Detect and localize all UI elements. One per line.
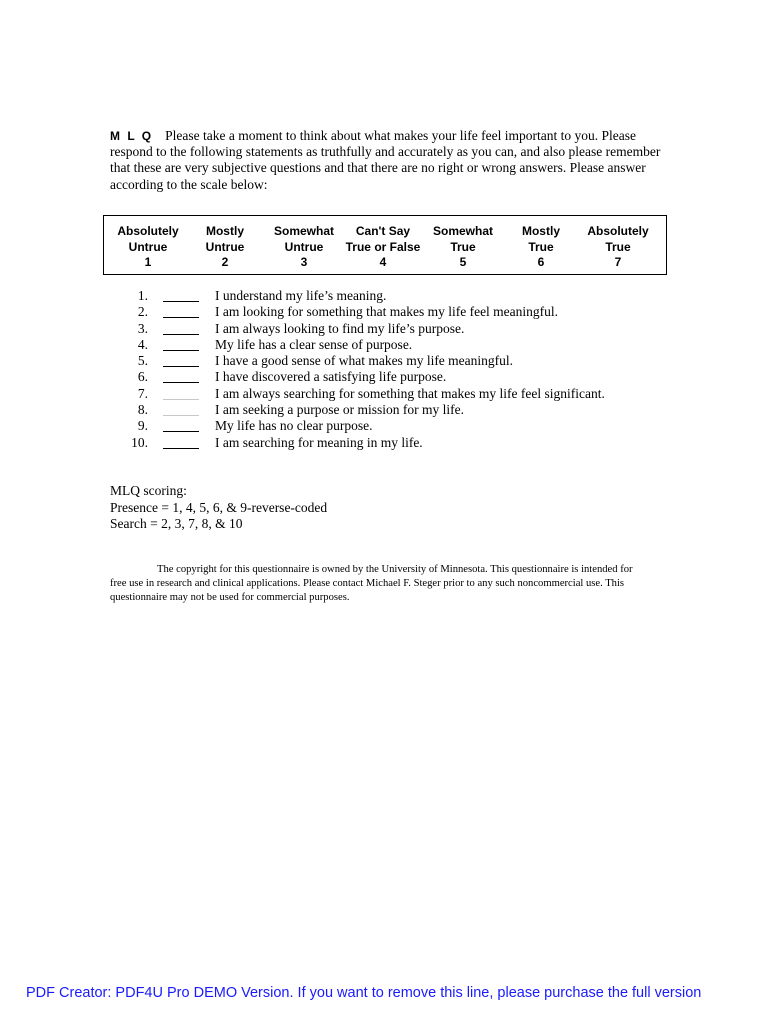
item-text: My life has a clear sense of purpose. [215, 336, 413, 352]
scale-option-7 [573, 224, 663, 271]
answer-blank[interactable] [163, 353, 199, 367]
response-scale [103, 215, 667, 275]
scale-label-line1: Absolutely [117, 224, 179, 238]
item-number: 8. [137, 402, 148, 418]
item-number: 10. [131, 434, 148, 450]
copyright-notice: The copyright for this questionnaire is owned by the University of Minnesota. This questionnaire is intended for free use in research and clinical applications. Please contact Michael F. Steger prior to any such noncommercial use. This questionnaire may not be used for commercial purposes. [110, 564, 633, 604]
intro-paragraph [110, 128, 670, 193]
item-text: I understand my life’s meaning. [215, 288, 387, 303]
list-item [110, 418, 690, 434]
item-text: I have discovered a satisfying life purpose. [215, 369, 447, 385]
answer-blank[interactable] [163, 304, 199, 318]
mlq-tag: M L Q [110, 129, 154, 143]
scoring-presence: Presence = 1, 4, 5, 6, & 9-reverse-coded [110, 499, 328, 515]
pdf-creator-footer: PDF Creator: PDF4U Pro DEMO Version. If you want to remove this line, please purchase the full version [26, 985, 702, 1001]
item-text: I am always searching for something that makes my life feel significant. [215, 385, 605, 401]
scale-value: 7 [614, 255, 622, 269]
item-number: 7. [137, 385, 148, 401]
scoring-search: Search = 2, 3, 7, 8, & 10 [110, 516, 243, 531]
list-item [110, 435, 690, 451]
answer-blank[interactable] [163, 321, 199, 335]
answer-blank[interactable] [163, 369, 199, 383]
scale-value: 1 [144, 255, 152, 269]
scale-label-line2: True or False [345, 239, 421, 254]
scale-label-line2: True [450, 239, 476, 254]
scale-option-2 [180, 224, 270, 271]
scale-label-line2: True [528, 239, 554, 254]
list-item [110, 369, 690, 385]
scale-label-line2: Untrue [284, 239, 324, 254]
item-number: 1. [137, 288, 148, 303]
list-item [110, 304, 690, 320]
answer-blank[interactable] [163, 337, 199, 351]
scale-label-line1: Mostly [205, 224, 244, 238]
item-number: 5. [137, 353, 148, 369]
item-text: I have a good sense of what makes my life meaningful. [215, 353, 514, 369]
scoring-heading: MLQ scoring: [110, 483, 187, 498]
scale-value: 4 [379, 255, 387, 269]
questionnaire-items [110, 288, 690, 451]
intro-text: Please take a moment to think about what makes your life feel important to you. Please respond to the following statements as truthfully and accurately as you can, and also please remember that these are very subjective questions and that there are no right or wrong answers. Please answer according to the scale below: [110, 128, 661, 192]
list-item [110, 321, 690, 337]
list-item [110, 353, 690, 369]
scale-label-line1: Somewhat [432, 224, 493, 238]
item-text: I am looking for something that makes my life feel meaningful. [215, 304, 559, 320]
scale-label-line2: Untrue [205, 239, 245, 254]
scale-label-line2: True [605, 239, 631, 254]
scale-option-4 [338, 224, 428, 271]
item-number: 9. [137, 418, 148, 434]
scale-option-3 [259, 224, 349, 271]
scale-label-line1: Absolutely [587, 224, 649, 238]
item-number: 4. [137, 336, 148, 352]
list-item [110, 402, 690, 418]
item-number: 6. [137, 369, 148, 385]
item-text: My life has no clear purpose. [215, 418, 373, 434]
scale-value: 5 [459, 255, 467, 269]
scale-label-line2: Untrue [128, 239, 168, 254]
answer-blank[interactable] [163, 435, 199, 449]
item-text: I am always looking to find my life’s purpose. [215, 320, 465, 336]
answer-blank[interactable] [163, 288, 199, 302]
list-item [110, 288, 690, 304]
scale-label-line1: Somewhat [273, 224, 334, 238]
scale-value: 6 [537, 255, 545, 269]
scale-value: 2 [221, 255, 229, 269]
scale-label-line1: Mostly [521, 224, 560, 238]
item-text: I am searching for meaning in my life. [215, 434, 423, 450]
item-text: I am seeking a purpose or mission for my life. [215, 402, 464, 418]
answer-blank[interactable] [163, 418, 199, 432]
scale-value: 3 [300, 255, 308, 269]
answer-blank[interactable] [163, 402, 199, 416]
scoring-section [110, 483, 327, 533]
item-number: 2. [137, 304, 148, 320]
scale-option-5 [418, 224, 508, 271]
list-item [110, 337, 690, 353]
answer-blank[interactable] [163, 386, 199, 400]
item-number: 3. [137, 320, 148, 336]
scale-label-line1: Can't Say [355, 224, 411, 238]
list-item [110, 386, 690, 402]
